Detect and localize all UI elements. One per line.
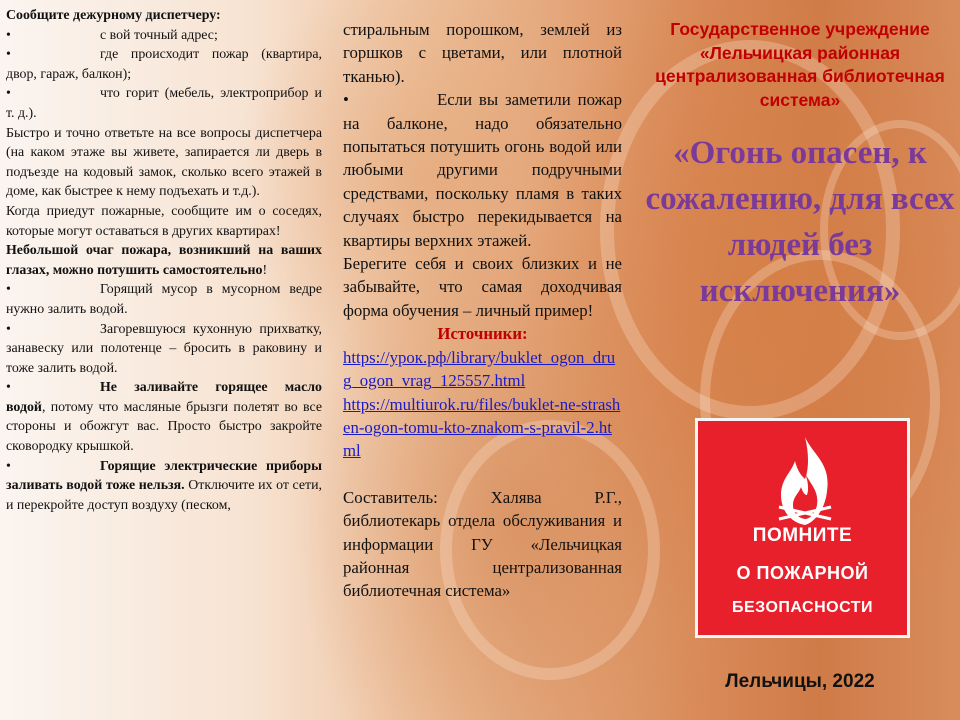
compiler-info: Составитель: Халява Р.Г., библиотекарь отдела обслуживания и информации ГУ «Лельчицкая районная централизованная библиотечная система» xyxy=(343,487,622,601)
fire-safety-badge xyxy=(695,418,910,638)
source-link-2[interactable]: https://multiurok.ru/files/buklet-ne-strashen-ogon-tomu-kto-znakom-s-pravil-2.html xyxy=(343,394,621,461)
cover-panel xyxy=(640,0,960,720)
paragraph: Быстро и точно ответьте на все вопросы диспетчера (на каком этаже вы живете, запирается ли дверь в подъезде на кодовый замок, сколько всего этажей в доме, как быстрее к нему подъехать и т.д.). xyxy=(6,125,322,200)
paragraph: стиральным порошком, землей из горшков с цветами, или плотной тканью). xyxy=(343,20,622,86)
bullet-icon: • xyxy=(6,86,11,102)
list-item: • Загоревшуюся кухонную прихватку, занавеску или полотенце – бросить в раковину и тоже залить водой. xyxy=(6,321,322,376)
bullet-icon: • xyxy=(6,380,11,396)
bullet-icon: • xyxy=(6,282,11,298)
flame-icon xyxy=(765,433,845,533)
organization-name: Государственное учреждение «Лельчицкая районная централизованная библиотечная система» xyxy=(655,19,945,110)
source-link-1-wrap xyxy=(343,346,622,393)
badge-line-2: О ПОЖАРНОЙ xyxy=(736,563,869,583)
list-item: • Не заливайте горящее масло водой, потому что масляные брызги полетят во все стороны и обожгут вас. Просто быстро закройте сковородку крышкой. xyxy=(6,380,322,455)
list-item: • Горящие электрические приборы заливать водой тоже нельзя. Отключите их от сети, и перекройте доступ воздуху (песком, xyxy=(6,458,322,513)
badge-line-1: ПОМНИТЕ xyxy=(752,525,853,546)
badge-line-3: БЕЗОПАСНОСТИ xyxy=(731,599,874,616)
bullet-icon: • xyxy=(6,321,11,337)
sources-heading: Источники: xyxy=(437,324,528,344)
spacer xyxy=(343,463,622,486)
list-item: • что горит (мебель, электроприбор и т. д.). xyxy=(6,86,322,121)
bullet-icon: • xyxy=(6,47,11,63)
list-item: • Горящий мусор в мусорном ведре нужно залить водой. xyxy=(6,282,322,317)
bullet-icon: • xyxy=(343,90,349,110)
paragraph: Когда приедут пожарные, сообщите им о соседях, которые могут оставаться в других квартирах! xyxy=(6,203,322,239)
report-heading: Сообщите дежурному диспетчеру: xyxy=(6,8,221,23)
closing-paragraph: Берегите себя и своих близких и не забывайте, что самая доходчивая форма обучения – личный пример! xyxy=(343,254,622,320)
small-fire-paragraph: Небольшой очаг пожара, возникший на ваших глазах, можно потушить самостоятельно! xyxy=(6,243,322,278)
list-item: • с вой точный адрес; xyxy=(6,26,322,46)
middle-panel xyxy=(343,0,622,720)
bullet-icon: • xyxy=(6,27,11,43)
brochure-title: «Огонь опасен, к сожалению, для всех людей без исключения» xyxy=(645,135,955,309)
list-item: • Если вы заметили пожар на балконе, надо обязательно попытаться потушить огонь водой или любыми другими подручными средствами, поскольку пламя в таких случаях быстро перекидывается на квартиры верхних этажей. xyxy=(343,90,622,250)
source-link-2-wrap xyxy=(343,393,622,463)
place-year: Лельчицы, 2022 xyxy=(725,671,875,692)
left-panel xyxy=(6,0,322,720)
source-link-1[interactable]: https://урок.рф/library/buklet_ogon_drug_ogon_vrag_125557.html xyxy=(343,347,616,391)
list-item: • где происходит пожар (квартира, двор, гараж, балкон); xyxy=(6,47,322,82)
bullet-icon: • xyxy=(6,458,11,474)
